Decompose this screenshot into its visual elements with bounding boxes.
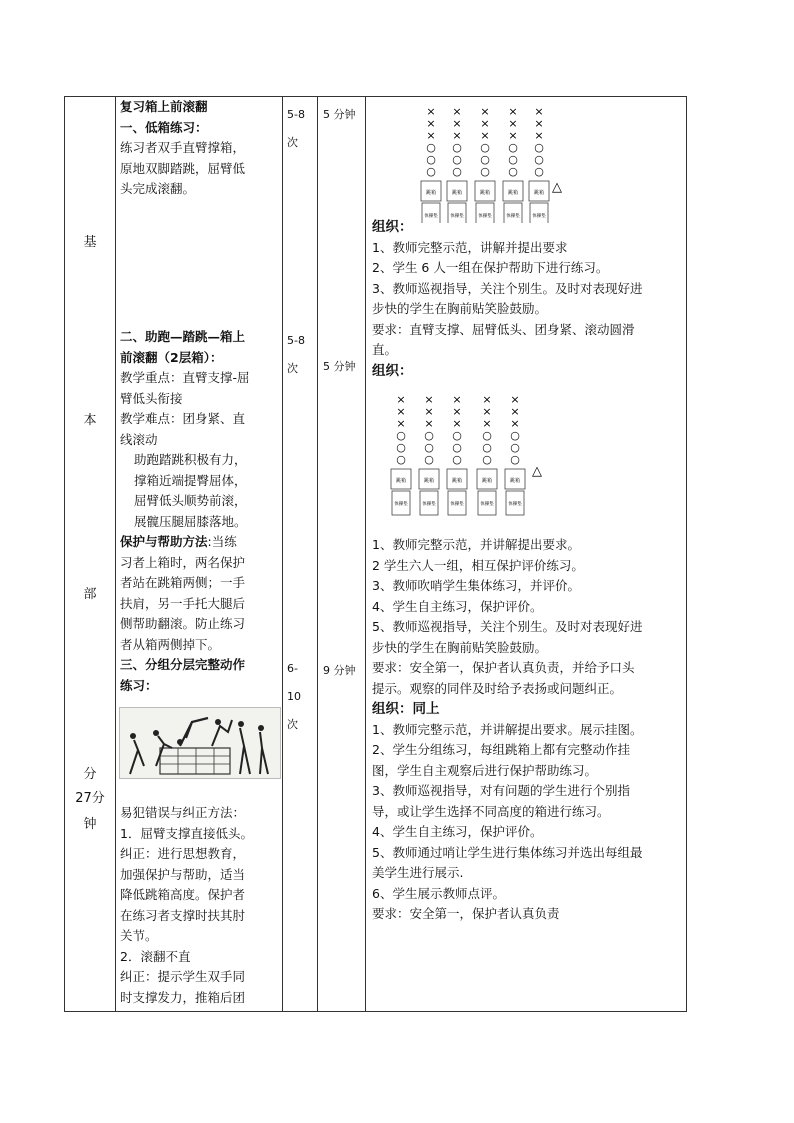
- mat-label: 体操垫: [422, 502, 436, 507]
- duration-3: 9 分钟: [323, 664, 356, 677]
- student-circle-mark: ○: [424, 441, 434, 454]
- org-label: 组织：: [372, 362, 413, 379]
- error-line: 2．滚翻不直: [120, 948, 191, 964]
- org-item: 要求：安全第一，保护者认真负责: [372, 906, 560, 921]
- student-cross-mark: ×: [534, 105, 544, 118]
- mat-label: 体操垫: [508, 502, 522, 507]
- teaching-key-point: 教学重点：直臂支撑-屈: [120, 370, 250, 385]
- student-cross-mark: ×: [510, 405, 520, 418]
- student-circle-mark: ○: [396, 441, 406, 454]
- student-cross-mark: ×: [396, 405, 406, 418]
- org-item: 要求：直臂支撑、屈臂低头、团身紧、滚动圆滑: [372, 321, 635, 337]
- section1-text-line: 练习者双手直臂撑箱，: [120, 140, 246, 155]
- org-item: 步快的学生在胸前贴笑脸鼓励。: [372, 639, 548, 655]
- student-circle-mark: ○: [452, 153, 462, 166]
- org-label: 组织：: [372, 219, 413, 235]
- section2: [120, 327, 280, 696]
- column-divider: [115, 97, 116, 1011]
- times-2: [287, 327, 305, 383]
- error-line: 纠正：进行思想教育，: [120, 846, 246, 861]
- column-divider: [365, 97, 366, 1011]
- student-cross-mark: ×: [534, 129, 544, 142]
- org-item: 5、教师通过哨让学生进行集体练习并选出每组最: [372, 844, 643, 860]
- student-cross-mark: ×: [426, 117, 436, 130]
- student-circle-mark: ○: [426, 153, 436, 166]
- vault-box-label: 跳箱: [423, 478, 435, 484]
- section1-title: 复习箱上前滚翻: [120, 99, 208, 114]
- protection-text: :当练: [207, 534, 237, 549]
- section1-text-line: 头完成滚翻。: [120, 181, 196, 196]
- org-item: 4、学生自主练习，保护评价。: [372, 598, 543, 614]
- teaching-difficulty: 线滚动: [120, 431, 158, 447]
- org-item: 5、教师巡视指导，关注个别生。及时对表现好进: [372, 619, 643, 634]
- teaching-key-point: 臂低头衔接: [120, 390, 183, 406]
- student-cross-mark: ×: [426, 129, 436, 142]
- org-item: 4、学生自主练习，保护评价。: [372, 824, 543, 839]
- student-circle-mark: ○: [480, 141, 490, 154]
- repetitions-unit: 次: [287, 718, 298, 731]
- vault-box-label: 跳箱: [395, 478, 407, 484]
- org-item: 3、教师吹哨学生集体练习，并评价。: [372, 578, 580, 593]
- student-circle-mark: ○: [452, 441, 462, 454]
- action-point: 展髋压腿屈膝落地。: [134, 513, 247, 529]
- formation-diagram-1: [415, 105, 565, 223]
- student-circle-mark: ○: [534, 153, 544, 166]
- mat-label: 体操垫: [532, 214, 546, 219]
- error-line: 加强保护与帮助，适当: [120, 866, 246, 882]
- side-label-ben: 本: [83, 413, 97, 428]
- student-cross-mark: ×: [508, 105, 518, 118]
- org-item: 1、教师完整示范，讲解并提出要求: [372, 239, 568, 255]
- vault-box-label: 跳箱: [509, 478, 521, 484]
- org-section-2: [372, 535, 682, 925]
- student-cross-mark: ×: [424, 405, 434, 418]
- mat-label: 体操垫: [450, 214, 464, 219]
- student-circle-mark: ○: [426, 141, 436, 154]
- teaching-difficulty: 教学难点：团身紧、直: [120, 411, 246, 426]
- action-point: 撑箱近端提臀屈体，: [134, 472, 247, 488]
- section1-subtitle: 一、低箱练习：: [120, 119, 208, 135]
- student-cross-mark: ×: [508, 117, 518, 130]
- org-label: 组织：同上: [372, 701, 440, 717]
- vault-box-label: 跳箱: [451, 478, 463, 484]
- student-cross-mark: ×: [452, 105, 462, 118]
- errors-section: [120, 803, 280, 1008]
- student-circle-mark: ○: [424, 429, 434, 442]
- repetitions: 10: [287, 690, 301, 703]
- column-divider: [317, 97, 318, 1011]
- duration-1: 5 分钟: [323, 108, 356, 121]
- section3-title: 练习：: [120, 677, 158, 693]
- vault-box-label: 跳箱: [479, 190, 491, 196]
- org-item: 1、教师完整示范，并讲解提出要求。展示挂图。: [372, 721, 643, 737]
- org-item: 提示。观察的同伴及时给予表扬或问题纠正。: [372, 680, 623, 696]
- student-circle-mark: ○: [480, 153, 490, 166]
- org-item: 直。: [372, 342, 398, 357]
- student-circle-mark: ○: [396, 453, 406, 466]
- vault-roll-illustration: [119, 707, 281, 779]
- vault-box-label: 跳箱: [451, 190, 463, 196]
- repetitions: 5-8: [287, 334, 305, 347]
- side-label-bu: 部: [83, 587, 97, 602]
- org-item: 1、教师完整示范，并讲解提出要求。: [372, 537, 580, 552]
- student-cross-mark: ×: [482, 393, 492, 406]
- student-cross-mark: ×: [480, 117, 490, 130]
- duration-2: 5 分钟: [323, 360, 356, 373]
- student-circle-mark: ○: [482, 429, 492, 442]
- side-label-zhong: 钟: [83, 817, 97, 832]
- repetitions: 6-: [287, 662, 298, 675]
- protection-text: 侧帮助翻滚。防止练习: [120, 616, 246, 631]
- times-3: [287, 655, 301, 739]
- error-line: 时支撑发力，推箱后团: [120, 989, 246, 1005]
- org-item: 3、教师巡视指导，关注个别生。及时对表现好进: [372, 280, 643, 296]
- repetitions: 5-8: [287, 108, 305, 121]
- student-circle-mark: ○: [510, 441, 520, 454]
- org-item: 导，或让学生选择不同高度的箱进行练习。: [372, 803, 610, 819]
- formation-svg: [377, 393, 547, 527]
- org-item: 图，学生自主观察后进行保护帮助练习。: [372, 762, 598, 778]
- student-circle-mark: ○: [534, 165, 544, 178]
- section1-text-line: 原地双脚踏跳，屈臂低: [120, 160, 246, 176]
- mat-label: 体操垫: [424, 214, 438, 219]
- student-circle-mark: ○: [452, 165, 462, 178]
- student-circle-mark: ○: [482, 453, 492, 466]
- protection-text: 者从箱两侧掉下。: [120, 636, 221, 652]
- mat-label: 体操垫: [480, 502, 494, 507]
- section3-title: 三、分组分层完整动作: [120, 657, 246, 672]
- vault-box-label: 跳箱: [533, 190, 545, 196]
- org-item: 美学生进行展示.: [372, 865, 464, 880]
- protection-label: 保护与帮助方法: [120, 534, 208, 549]
- formation-svg: [415, 105, 565, 223]
- org-item: 2 学生六人一组，相互保护评价练习。: [372, 557, 584, 573]
- student-circle-mark: ○: [396, 429, 406, 442]
- student-cross-mark: ×: [534, 117, 544, 130]
- student-circle-mark: ○: [482, 441, 492, 454]
- times-1: [287, 101, 305, 157]
- teacher-triangle-icon: △: [532, 464, 542, 479]
- protection-text: 习者上箱时，两名保护: [120, 554, 246, 570]
- error-line: 降低跳箱高度。保护者: [120, 887, 246, 902]
- section2-title: 二、助跑—踏跳—箱上: [120, 329, 246, 344]
- formation-diagram-2: [377, 393, 547, 527]
- student-circle-mark: ○: [510, 453, 520, 466]
- student-cross-mark: ×: [480, 129, 490, 142]
- student-cross-mark: ×: [452, 129, 462, 142]
- student-cross-mark: ×: [426, 105, 436, 118]
- mat-label: 体操垫: [478, 214, 492, 219]
- vault-box-label: 跳箱: [507, 190, 519, 196]
- org-section-1: [372, 217, 682, 381]
- error-line: 1．屈臂支撑直接低头。: [120, 825, 253, 841]
- org-item: 步快的学生在胸前贴笑脸鼓励。: [372, 301, 548, 316]
- action-point: 助跑踏跳积极有力，: [134, 452, 247, 467]
- org-item: 2、学生 6 人一组在保护帮助下进行练习。: [372, 260, 609, 275]
- student-circle-mark: ○: [452, 141, 462, 154]
- student-cross-mark: ×: [424, 393, 434, 406]
- repetitions-unit: 次: [287, 362, 298, 375]
- student-circle-mark: ○: [452, 453, 462, 466]
- repetitions-unit: 次: [287, 136, 298, 149]
- lesson-table: [64, 96, 687, 1012]
- action-point: 屈臂低头顺势前滚，: [134, 493, 247, 508]
- student-circle-mark: ○: [508, 165, 518, 178]
- side-label-ji: 基: [83, 235, 97, 250]
- error-line: 关节。: [120, 928, 158, 943]
- vault-box-label: 跳箱: [425, 190, 437, 196]
- student-circle-mark: ○: [480, 165, 490, 178]
- section2-title: 前滚翻（2层箱）：: [120, 349, 223, 365]
- student-circle-mark: ○: [534, 141, 544, 154]
- student-cross-mark: ×: [424, 417, 434, 430]
- student-cross-mark: ×: [482, 405, 492, 418]
- protection-text: 者站在跳箱两侧；一手: [120, 575, 246, 590]
- vault-box-label: 跳箱: [481, 478, 493, 484]
- student-cross-mark: ×: [482, 417, 492, 430]
- errors-title: 易犯错误与纠正方法：: [120, 805, 246, 820]
- org-item: 3、教师巡视指导，对有问题的学生进行个别指: [372, 783, 630, 798]
- student-cross-mark: ×: [510, 393, 520, 406]
- student-circle-mark: ○: [508, 141, 518, 154]
- protection-line: [120, 532, 280, 553]
- student-cross-mark: ×: [480, 105, 490, 118]
- column-divider: [282, 97, 283, 1011]
- student-circle-mark: ○: [426, 165, 436, 178]
- error-line: 在练习者支撑时扶其肘: [120, 907, 246, 923]
- mat-label: 体操垫: [394, 502, 408, 507]
- org-item: 2、学生分组练习，每组跳箱上都有完整动作挂: [372, 742, 630, 757]
- side-label-fen: 分: [83, 767, 97, 782]
- student-cross-mark: ×: [452, 417, 462, 430]
- student-cross-mark: ×: [452, 393, 462, 406]
- student-cross-mark: ×: [452, 117, 462, 130]
- org-item: 要求：安全第一，保护者认真负责，并给予口头: [372, 660, 635, 675]
- mat-label: 体操垫: [450, 502, 464, 507]
- student-circle-mark: ○: [510, 429, 520, 442]
- error-line: 纠正：提示学生双手同: [120, 969, 246, 984]
- student-cross-mark: ×: [510, 417, 520, 430]
- student-circle-mark: ○: [508, 153, 518, 166]
- student-cross-mark: ×: [396, 417, 406, 430]
- protection-text: 扶肩，另一手托大腿后: [120, 595, 246, 611]
- mat-label: 体操垫: [506, 214, 520, 219]
- student-circle-mark: ○: [424, 453, 434, 466]
- teacher-triangle-icon: △: [552, 180, 562, 195]
- student-cross-mark: ×: [396, 393, 406, 406]
- org-item: 6、学生展示教师点评。: [372, 885, 505, 901]
- content-column: [120, 97, 280, 200]
- student-circle-mark: ○: [452, 429, 462, 442]
- side-label-minutes: 27分: [75, 791, 105, 806]
- student-cross-mark: ×: [452, 405, 462, 418]
- student-cross-mark: ×: [508, 129, 518, 142]
